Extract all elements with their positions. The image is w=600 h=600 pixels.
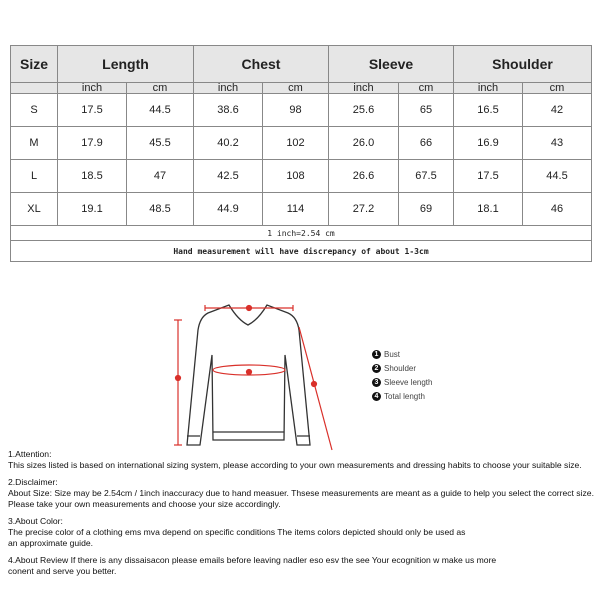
value-cell: 65 [399,94,454,127]
value-cell: 44.9 [194,193,263,226]
unit-cm: cm [523,83,592,94]
unit-inch: inch [329,83,399,94]
value-cell: 98 [263,94,329,127]
notes-text [8,443,594,583]
size-cell: XL [11,193,58,226]
value-cell: 17.9 [58,127,127,160]
header-chest: Chest [194,46,329,83]
number-badge-icon: 1 [372,350,381,359]
value-cell: 69 [399,193,454,226]
conversion-note: 1 inch=2.54 cm [11,226,592,241]
value-cell: 16.5 [454,94,523,127]
section-body: conent and serve you better. [8,566,117,576]
size-cell: M [11,127,58,160]
section-body: The precise color of a clothing ems mva depend on specific conditions The items colors depicted should only be used as [8,527,466,537]
value-cell: 25.6 [329,94,399,127]
unit-cm: cm [263,83,329,94]
size-cell: L [11,160,58,193]
value-cell: 17.5 [58,94,127,127]
value-cell: 42 [523,94,592,127]
value-cell: 26.0 [329,127,399,160]
value-cell: 43 [523,127,592,160]
value-cell: 46 [523,193,592,226]
header-row [11,46,592,83]
value-cell: 47 [127,160,194,193]
legend-label: Bust [384,349,401,359]
value-cell: 44.5 [127,94,194,127]
value-cell: 27.2 [329,193,399,226]
legend-label: Sleeve length [384,377,433,387]
value-cell: 108 [263,160,329,193]
value-cell: 17.5 [454,160,523,193]
legend-label: Shoulder [384,363,417,373]
value-cell: 66 [399,127,454,160]
value-cell: 114 [263,193,329,226]
legend-item [372,375,432,389]
header-size: Size [11,46,58,83]
value-cell: 26.6 [329,160,399,193]
header-length: Length [58,46,194,83]
size-cell: S [11,94,58,127]
unit-row [11,83,592,94]
section-title: 3.About Color: [8,516,63,526]
sweater-diagram [160,295,360,460]
unit-inch: inch [454,83,523,94]
legend-item [372,389,432,403]
unit-inch: inch [58,83,127,94]
value-cell: 19.1 [58,193,127,226]
value-cell: 102 [263,127,329,160]
value-cell: 67.5 [399,160,454,193]
value-cell: 18.1 [454,193,523,226]
section-title: 2.Disclaimer: [8,477,58,487]
value-cell: 42.5 [194,160,263,193]
value-cell: 18.5 [58,160,127,193]
section-title: 4.About Review If there is any dissaisacon please emails before leaving nadler eso esv the see Your ecognition w make us more [8,555,497,565]
header-shoulder: Shoulder [454,46,592,83]
section-body: an approximate guide. [8,538,94,548]
value-cell: 16.9 [454,127,523,160]
table-row [11,94,592,127]
number-badge-icon: 2 [372,364,381,373]
size-chart-table [10,45,592,262]
unit-cm: cm [399,83,454,94]
number-badge-icon: 3 [372,378,381,387]
table-row [11,160,592,193]
section-body: This sizes listed is based on international sizing system, please according to your own measurements and dressing habits to choose your suitable size. [8,460,582,470]
measurement-legend [372,347,432,403]
unit-cm: cm [127,83,194,94]
value-cell: 45.5 [127,127,194,160]
legend-item [372,361,432,375]
section-body: About Size: Size may be 2.54cm / 1inch inaccuracy due to hand measuer. Thsese measurements are meant as a guide to help you select the correct size. [8,488,594,498]
header-sleeve: Sleeve [329,46,454,83]
value-cell: 38.6 [194,94,263,127]
table-row [11,193,592,226]
discrepancy-note: Hand measurement will have discrepancy of about 1-3cm [11,241,592,262]
table-row [11,127,592,160]
section-title: 1.Attention: [8,449,52,459]
value-cell: 44.5 [523,160,592,193]
value-cell: 40.2 [194,127,263,160]
legend-item [372,347,432,361]
legend-label: Total length [384,391,425,401]
value-cell: 48.5 [127,193,194,226]
number-badge-icon: 4 [372,392,381,401]
unit-inch: inch [194,83,263,94]
section-body: Please take your own measurements and choose your size accordingly. [8,499,281,509]
